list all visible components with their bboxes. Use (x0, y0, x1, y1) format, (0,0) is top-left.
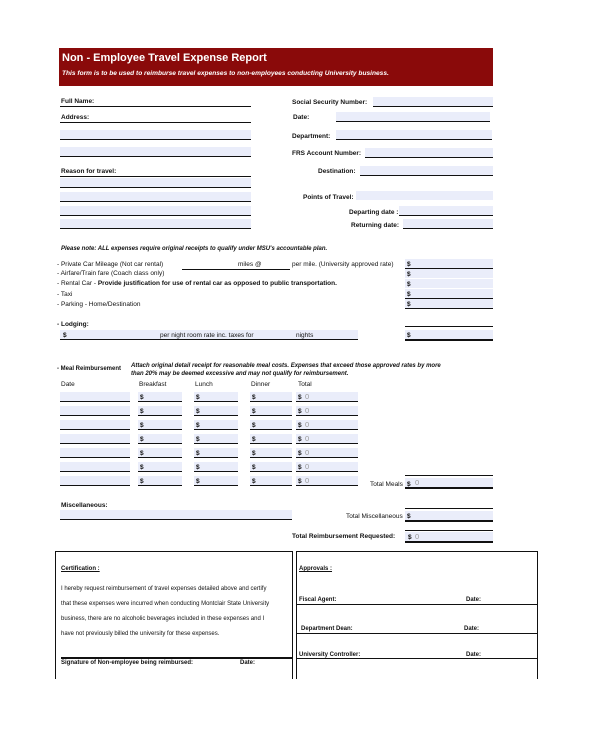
miscellaneous-label: Miscellaneous: (61, 502, 108, 509)
cert-line-1: I hereby request reimbursement of travel expenses detailed above and certify (61, 586, 267, 592)
dollar-sign: $ (252, 408, 256, 415)
receipts-note: Please note: ALL expenses require original receipts to qualify under MSU's accountable plan. (61, 246, 328, 252)
address-field-3[interactable] (60, 147, 251, 157)
date-field[interactable] (336, 112, 490, 122)
dollar-sign: $ (196, 408, 200, 415)
dean-date-label: Date: (464, 626, 480, 632)
dollar-sign: $ (140, 408, 144, 415)
col-total: Total (298, 381, 312, 388)
total-meals-label: Total Meals (370, 481, 403, 488)
lodging-label: - Lodging: (57, 321, 89, 328)
parking-amount-field[interactable] (405, 299, 493, 309)
meal-total-field[interactable] (296, 448, 358, 458)
total-reimbursement-field[interactable] (405, 532, 493, 543)
dollar-sign: $ (407, 261, 411, 268)
col-lunch: Lunch (195, 381, 213, 388)
points-of-travel-field[interactable] (356, 191, 493, 200)
lunch-field[interactable] (194, 434, 238, 444)
meal-date-field[interactable] (60, 434, 130, 444)
dollar-sign: $ (252, 422, 256, 429)
dollar-sign: $ (196, 394, 200, 401)
frs-field[interactable] (365, 148, 493, 158)
rental-car-label (57, 280, 337, 287)
dollar-sign: $ (408, 534, 412, 541)
meal-date-field[interactable] (60, 462, 130, 472)
dollar-sign: $ (252, 478, 256, 485)
meal-row-total-value: 0 (305, 420, 310, 429)
dollar-sign: $ (63, 332, 67, 339)
dollar-sign: $ (140, 478, 144, 485)
form-subtitle: This form is to be used to reimburse travel expenses to non-employees conducting University business. (62, 70, 389, 77)
fiscal-signature-line[interactable] (297, 604, 537, 605)
meal-total-field[interactable] (296, 476, 358, 486)
lunch-field[interactable] (194, 462, 238, 472)
dollar-sign: $ (252, 464, 256, 471)
certification-box (55, 551, 293, 679)
lodging-amount-field[interactable] (405, 330, 493, 341)
dinner-field[interactable] (250, 462, 292, 472)
col-breakfast: Breakfast (139, 381, 167, 388)
nights-label: nights (296, 332, 314, 339)
reason-field-3[interactable] (60, 206, 251, 216)
meal-note-1: Attach original detail receipt for reasonable meal costs. Expenses that exceed those approved rates by more (131, 363, 441, 369)
header-banner (59, 48, 493, 86)
miscellaneous-field[interactable] (60, 510, 292, 520)
breakfast-field[interactable] (138, 420, 182, 430)
meal-row-total-value: 0 (305, 448, 310, 457)
mileage-amount-field[interactable] (405, 259, 493, 269)
address-field-1[interactable] (60, 113, 251, 123)
airfare-amount-field[interactable] (405, 269, 493, 278)
dollar-sign: $ (298, 436, 302, 443)
destination-label: Destination: (318, 168, 356, 175)
signature-label: Signature of Non-employee being reimbursed: (61, 660, 194, 666)
meal-total-field[interactable] (296, 392, 358, 402)
breakfast-field[interactable] (138, 406, 182, 416)
reason-field-2[interactable] (60, 192, 251, 202)
dollar-sign: $ (407, 301, 411, 308)
meal-date-field[interactable] (60, 420, 130, 430)
dollar-sign: $ (196, 464, 200, 471)
dollar-sign: $ (196, 422, 200, 429)
total-meals-value: 0 (415, 478, 420, 487)
col-date: Date (61, 381, 75, 388)
dollar-sign: $ (407, 271, 411, 278)
reason-label: Reason for travel: (61, 168, 117, 175)
full-name-label: Full Name: (61, 98, 95, 105)
dinner-field[interactable] (250, 476, 292, 486)
meal-row-total-value: 0 (305, 392, 310, 401)
cert-line-3: business, there are no alcoholic beverages included in these expenses and I (61, 616, 265, 622)
signature-line[interactable] (61, 657, 292, 659)
department-field[interactable] (336, 130, 492, 140)
rental-car-justification: Provide justification for use of rental car as opposed to public transportation. (97, 280, 337, 287)
meal-total-field[interactable] (296, 462, 358, 472)
dollar-sign: $ (140, 450, 144, 457)
dean-signature-line[interactable] (297, 633, 537, 634)
lunch-field[interactable] (194, 448, 238, 458)
fiscal-agent-label: Fiscal Agent: (299, 597, 337, 603)
total-misc-label: Total Miscellaneous (346, 513, 403, 520)
meal-note-2: than 20% may be deemed excessive and may not qualify for reimbursement. (131, 371, 349, 377)
destination-field[interactable] (360, 166, 493, 176)
meal-date-field[interactable] (60, 406, 130, 416)
dollar-sign: $ (140, 464, 144, 471)
dinner-field[interactable] (250, 420, 292, 430)
meal-row-total-value: 0 (305, 406, 310, 415)
dollar-sign: $ (298, 394, 302, 401)
returning-date-label: Returning date: (351, 222, 400, 229)
reason-field-4[interactable] (60, 219, 251, 229)
breakfast-field[interactable] (138, 462, 182, 472)
meal-row-total-value: 0 (305, 434, 310, 443)
divider (405, 508, 493, 509)
meal-date-field[interactable] (60, 448, 130, 458)
col-dinner: Dinner (251, 381, 271, 388)
department-label: Department: (292, 133, 331, 140)
miles-at-label: miles @ (238, 261, 262, 268)
form-title: Non - Employee Travel Expense Report (62, 52, 267, 64)
divider (405, 326, 493, 327)
cert-line-2: that these expenses were incurred when conducting Montclair State University (61, 601, 270, 607)
full-name-field[interactable] (60, 97, 251, 107)
returning-date-field[interactable] (403, 219, 493, 229)
date-label: Date: (293, 114, 310, 121)
total-reimbursement-label: Total Reimbursement Requested: (292, 533, 396, 540)
address-field-2[interactable] (60, 130, 251, 140)
certification-title: Certification : (61, 566, 100, 572)
dollar-sign: $ (407, 513, 411, 520)
lunch-field[interactable] (194, 392, 238, 402)
dollar-sign: $ (407, 481, 411, 488)
meal-total-field[interactable] (296, 434, 358, 444)
dollar-sign: $ (196, 436, 200, 443)
fiscal-date-label: Date: (466, 597, 482, 603)
dollar-sign: $ (298, 478, 302, 485)
points-of-travel-label: Points of Travel: (303, 194, 354, 201)
dollar-sign: $ (252, 450, 256, 457)
dollar-sign: $ (298, 450, 302, 457)
dollar-sign: $ (252, 436, 256, 443)
dinner-field[interactable] (250, 448, 292, 458)
lunch-field[interactable] (194, 406, 238, 416)
meal-reimbursement-label: - Meal Reimbursement (57, 366, 122, 372)
controller-date-label: Date: (466, 652, 482, 658)
signature-date-label: Date: (240, 660, 256, 666)
dollar-sign: $ (196, 478, 200, 485)
dollar-sign: $ (407, 332, 411, 339)
approvals-box (296, 551, 538, 679)
parking-label: - Parking - Home/Destination (57, 301, 141, 308)
ssn-label: Social Security Number: (292, 99, 368, 106)
controller-label: University Controller: (299, 652, 361, 658)
divider (405, 530, 493, 531)
rental-amount-field[interactable] (405, 279, 493, 288)
ssn-field[interactable] (373, 97, 493, 107)
airfare-label: - Airfare/Train fare (Coach class only) (57, 270, 165, 277)
reason-line (60, 176, 251, 177)
dean-label: Department Dean: (301, 626, 353, 632)
frs-label: FRS Account Number: (292, 150, 362, 157)
dollar-sign: $ (298, 408, 302, 415)
breakfast-field[interactable] (138, 392, 182, 402)
dollar-sign: $ (140, 436, 144, 443)
breakfast-field[interactable] (138, 434, 182, 444)
total-reimbursement-value: 0 (415, 532, 420, 541)
breakfast-field[interactable] (138, 448, 182, 458)
meal-total-field[interactable] (296, 420, 358, 430)
departing-date-label: Departing date : (349, 209, 399, 216)
lunch-field[interactable] (194, 476, 238, 486)
departing-date-field[interactable] (399, 206, 493, 216)
rental-car-text: - Rental Car - (57, 280, 98, 287)
breakfast-field[interactable] (138, 476, 182, 486)
dollar-sign: $ (407, 281, 411, 288)
address-label: Address: (61, 114, 90, 121)
per-mile-label: per mile. (University approved rate) (292, 261, 394, 268)
dollar-sign: $ (196, 450, 200, 457)
divider (405, 475, 493, 476)
controller-signature-line[interactable] (297, 658, 537, 659)
miles-field[interactable] (182, 269, 290, 270)
per-night-label: per night room rate inc. taxes for (160, 332, 254, 339)
dinner-field[interactable] (250, 434, 292, 444)
dollar-sign: $ (298, 422, 302, 429)
dinner-field[interactable] (250, 406, 292, 416)
lodging-rate-field[interactable] (60, 330, 358, 340)
dinner-field[interactable] (250, 392, 292, 402)
meal-date-field[interactable] (60, 476, 130, 486)
dollar-sign: $ (298, 464, 302, 471)
taxi-label: - Taxi (57, 291, 73, 298)
meal-total-field[interactable] (296, 406, 358, 416)
meal-row-total-value: 0 (305, 476, 310, 485)
dollar-sign: $ (252, 394, 256, 401)
dollar-sign: $ (407, 291, 411, 298)
total-meals-field[interactable] (405, 478, 493, 489)
meal-row-total-value: 0 (305, 462, 310, 471)
dollar-sign: $ (140, 394, 144, 401)
mileage-label: - Private Car Mileage (Not car rental) (57, 261, 164, 268)
cert-line-4: have not previously billed the university for these expenses. (61, 631, 220, 637)
approvals-title: Approvals : (299, 566, 333, 572)
taxi-amount-field[interactable] (405, 289, 493, 299)
meal-date-field[interactable] (60, 392, 130, 402)
total-misc-field[interactable] (405, 511, 493, 522)
lunch-field[interactable] (194, 420, 238, 430)
dollar-sign: $ (140, 422, 144, 429)
reason-field-1[interactable] (60, 178, 251, 188)
